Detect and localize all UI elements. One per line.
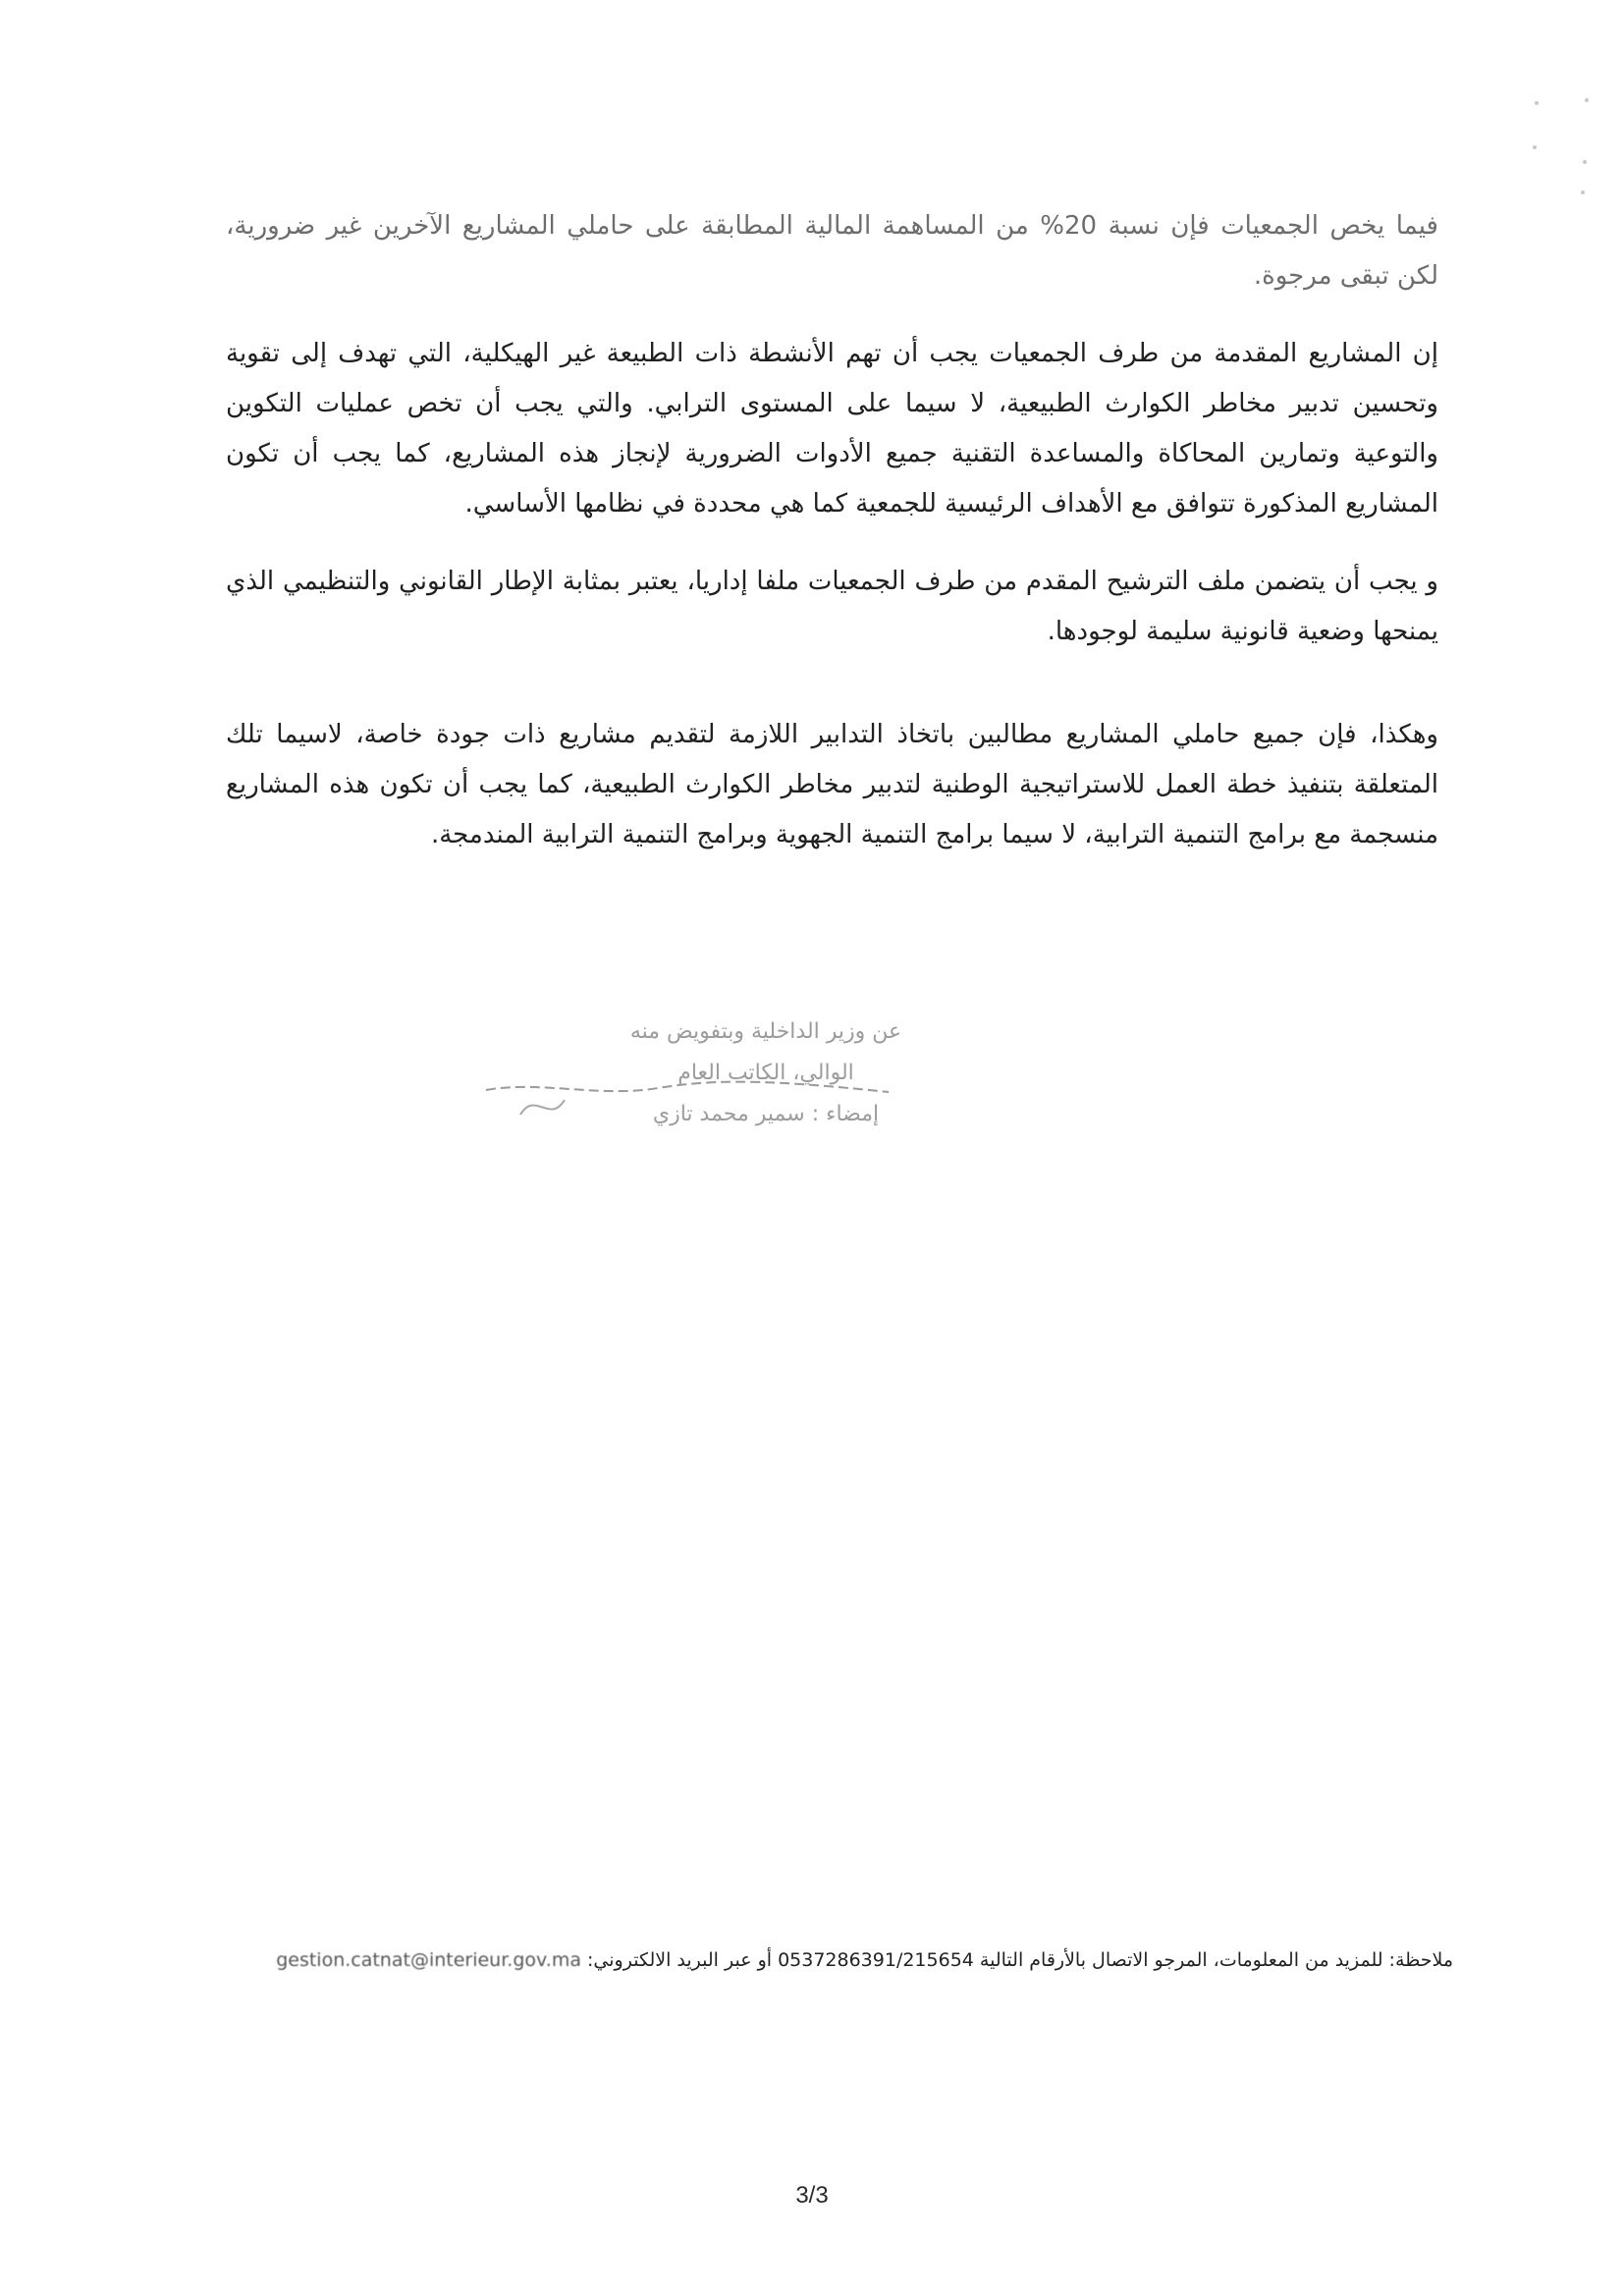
- paragraph-project-quality: وهكذا، فإن جميع حاملي المشاريع مطالبين باتخاذ التدابير اللازمة لتقديم مشاريع ذات جودة خاصة، لاسيما تلك المتعلقة بتنفيذ خطة العمل للاستراتيجية الوطنية لتدبير مخاطر الكوارث الطبيعية، كما يجب أن تكون هذه المشاريع منسجمة مع برامج التنمية الترابية، لا سيما برامج التنمية الجهوية وبرامج التنمية الترابية المندمجة.: [226, 720, 1438, 849]
- signature-signed-by: إمضاء : سمير محمد تازي: [652, 1102, 880, 1126]
- scan-speck: [1535, 101, 1539, 105]
- footer-contact-note: [255, 1949, 1453, 1971]
- scan-speck: [1583, 160, 1587, 164]
- scan-speck: [1533, 145, 1537, 149]
- signature-title: الوالي، الكاتب العام: [677, 1061, 854, 1085]
- signature-authority: عن وزير الداخلية وبتفويض منه: [629, 1019, 902, 1044]
- paragraph-associations-contribution: فيما يخص الجمعيات فإن نسبة 20% من المساهمة المالية المطابقة على حاملي المشاريع الآخرين غير ضرورية، لكن تبقى مرجوة.: [226, 211, 1438, 291]
- scan-speck: [1581, 191, 1585, 194]
- handwritten-signature: [481, 1070, 893, 1129]
- footer-email-link[interactable]: gestion.catnat@interieur.gov.ma: [276, 1949, 581, 1971]
- scan-speck: [1585, 98, 1589, 102]
- paragraph-project-nature: إن المشاريع المقدمة من طرف الجمعيات يجب أن تهم الأنشطة ذات الطبيعة غير الهيكلية، التي تهدف إلى تقوية وتحسين تدبير مخاطر الكوارث الطبيعية، لا سيما على المستوى الترابي. والتي يجب أن تخص عمليات التكوين والتوعية وتمارين المحاكاة والمساعدة التقنية جميع الأدوات الضرورية لإنجاز هذه المشاريع، كما يجب أن تكون المشاريع المذكورة تتوافق مع الأهداف الرئيسية للجمعية كما هي محددة في نظامها الأساسي.: [226, 339, 1438, 519]
- letter-body: [226, 201, 1438, 888]
- footer-note-text: ملاحظة: للمزيد من المعلومات، المرجو الاتصال بالأرقام التالية 0537286391/215654 أو عبر البريد الالكتروني:: [587, 1949, 1453, 1971]
- paragraph-administrative-file: و يجب أن يتضمن ملف الترشيح المقدم من طرف الجمعيات ملفا إداريا، يعتبر بمثابة الإطار القانوني والتنظيمي الذي يمنحها وضعية قانونية سليمة لوجودها.: [226, 567, 1438, 646]
- page-number: 3/3: [795, 2182, 829, 2209]
